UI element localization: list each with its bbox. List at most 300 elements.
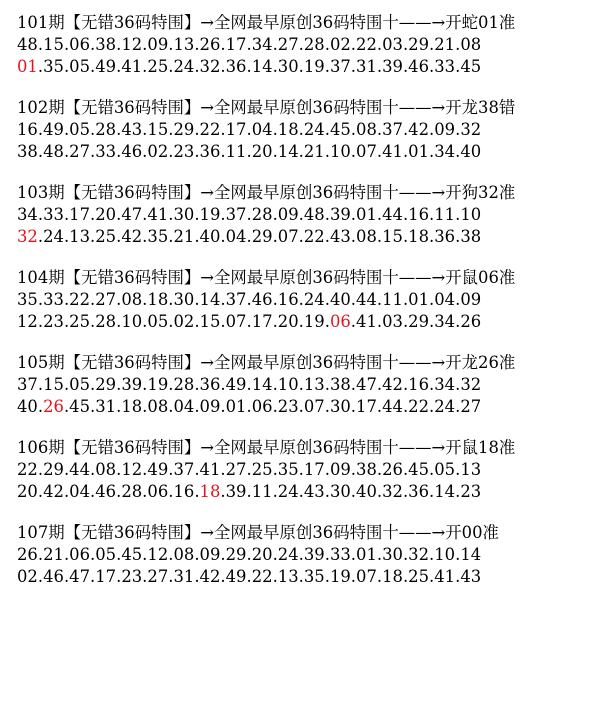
separator-dot: . bbox=[455, 567, 461, 586]
number-cell: 13 bbox=[460, 460, 482, 479]
number-cell: 39 bbox=[329, 205, 351, 224]
separator-dot: . bbox=[272, 57, 278, 76]
separator-dot: . bbox=[429, 375, 435, 394]
separator-dot: . bbox=[168, 120, 174, 139]
number-cell: 25 bbox=[95, 227, 117, 246]
number-cell: 47 bbox=[356, 375, 377, 394]
number-cell: 45 bbox=[329, 120, 351, 139]
number-cell: 21 bbox=[43, 545, 64, 564]
separator-dot: . bbox=[90, 567, 96, 586]
number-cell: 22 bbox=[199, 120, 221, 139]
separator-dot: . bbox=[272, 142, 278, 161]
separator-dot: . bbox=[402, 227, 409, 246]
number-cell: 29 bbox=[251, 227, 273, 246]
number-cell: 22 bbox=[69, 290, 91, 309]
separator-dot: . bbox=[90, 375, 96, 394]
separator-dot: . bbox=[37, 120, 44, 139]
number-cell: 29 bbox=[408, 35, 430, 54]
separator-dot: . bbox=[402, 545, 409, 564]
separator-dot: . bbox=[455, 120, 461, 139]
separator-dot: . bbox=[246, 375, 252, 394]
separator-dot: . bbox=[298, 545, 304, 564]
number-cell: 47 bbox=[121, 205, 143, 224]
number-cell: 15 bbox=[199, 312, 221, 331]
number-cell: 39 bbox=[382, 57, 403, 76]
period-header: 101期【无错36码特围】→全网最早原创36码特围十——→开蛇01准 bbox=[17, 13, 516, 32]
number-cell: 26 bbox=[382, 460, 403, 479]
separator-dot: . bbox=[220, 312, 226, 331]
separator-dot: . bbox=[455, 375, 461, 394]
number-cell: 27 bbox=[460, 397, 482, 416]
separator-dot: . bbox=[298, 567, 304, 586]
number-cell: 39 bbox=[121, 375, 143, 394]
period-header: 102期【无错36码特围】→全网最早原创36码特围十——→开龙38错 bbox=[17, 98, 516, 117]
number-cell: 24 bbox=[277, 545, 299, 564]
number-cell: 27 bbox=[69, 142, 91, 161]
separator-dot: . bbox=[168, 227, 174, 246]
number-cell: 07 bbox=[225, 312, 247, 331]
number-cell: 30 bbox=[173, 205, 195, 224]
number-cell: 35 bbox=[17, 290, 38, 309]
separator-dot: . bbox=[194, 375, 200, 394]
number-cell: 48 bbox=[17, 35, 38, 54]
number-cell: 25 bbox=[251, 460, 273, 479]
separator-dot: . bbox=[220, 120, 226, 139]
number-cell: 36 bbox=[408, 482, 430, 501]
number-cell: 34 bbox=[434, 142, 456, 161]
number-cell: 04 bbox=[251, 120, 273, 139]
number-cell: 35 bbox=[43, 57, 64, 76]
number-cell: 37 bbox=[17, 375, 38, 394]
number-cell: 46 bbox=[408, 57, 430, 76]
number-cell: 42 bbox=[199, 567, 221, 586]
number-cell: 13 bbox=[69, 227, 91, 246]
separator-dot: . bbox=[324, 142, 330, 161]
separator-dot: . bbox=[246, 460, 252, 479]
separator-dot: . bbox=[298, 120, 304, 139]
winning-number: 26 bbox=[43, 397, 64, 416]
separator-dot: . bbox=[116, 35, 122, 54]
separator-dot: . bbox=[376, 205, 383, 224]
separator-dot: . bbox=[37, 375, 44, 394]
number-cell: 20 bbox=[17, 482, 38, 501]
separator-dot: . bbox=[429, 142, 435, 161]
separator-dot: . bbox=[298, 312, 304, 331]
separator-dot: . bbox=[455, 482, 461, 501]
number-cell: 15 bbox=[382, 227, 403, 246]
number-cell: 30 bbox=[173, 290, 195, 309]
number-cell: 28 bbox=[95, 312, 117, 331]
number-cell: 18 bbox=[121, 397, 143, 416]
separator-dot: . bbox=[116, 205, 122, 224]
number-cell: 15 bbox=[43, 375, 64, 394]
number-cell: 22 bbox=[408, 397, 430, 416]
separator-dot: . bbox=[90, 227, 96, 246]
number-cell: 46 bbox=[251, 290, 273, 309]
separator-dot: . bbox=[324, 460, 330, 479]
separator-dot: . bbox=[63, 35, 70, 54]
period-block bbox=[17, 522, 592, 607]
number-cell: 21 bbox=[173, 227, 195, 246]
number-row bbox=[17, 204, 592, 226]
number-cell: 13 bbox=[277, 567, 299, 586]
separator-dot: . bbox=[220, 290, 226, 309]
number-cell: 26 bbox=[460, 312, 482, 331]
number-cell: 28 bbox=[251, 205, 273, 224]
number-cell: 27 bbox=[225, 460, 247, 479]
separator-dot: . bbox=[429, 397, 435, 416]
number-cell: 42 bbox=[43, 482, 64, 501]
separator-dot: . bbox=[168, 57, 174, 76]
separator-dot: . bbox=[116, 142, 122, 161]
number-cell: 45 bbox=[121, 545, 143, 564]
separator-dot: . bbox=[168, 205, 174, 224]
separator-dot: . bbox=[168, 290, 174, 309]
separator-dot: . bbox=[429, 227, 435, 246]
number-cell: 46 bbox=[43, 567, 64, 586]
separator-dot: . bbox=[376, 312, 383, 331]
number-cell: 01 bbox=[356, 545, 377, 564]
number-cell: 30 bbox=[329, 397, 351, 416]
number-cell: 12 bbox=[147, 545, 169, 564]
period-block bbox=[17, 267, 592, 352]
separator-dot: . bbox=[142, 312, 148, 331]
number-cell: 44 bbox=[382, 205, 403, 224]
number-cell: 27 bbox=[95, 290, 117, 309]
separator-dot: . bbox=[402, 312, 409, 331]
number-cell: 33 bbox=[95, 142, 117, 161]
number-cell: 08 bbox=[173, 545, 195, 564]
number-cell: 33 bbox=[43, 205, 64, 224]
separator-dot: . bbox=[220, 460, 226, 479]
number-cell: 02 bbox=[329, 35, 351, 54]
separator-dot: . bbox=[272, 482, 278, 501]
number-cell: 33 bbox=[43, 290, 64, 309]
number-cell: 18 bbox=[408, 227, 430, 246]
separator-dot: . bbox=[324, 35, 330, 54]
number-cell: 43 bbox=[460, 567, 482, 586]
number-cell: 31 bbox=[173, 567, 195, 586]
separator-dot: . bbox=[63, 57, 70, 76]
number-cell: 41 bbox=[147, 205, 169, 224]
period-block bbox=[17, 437, 592, 522]
number-cell: 07 bbox=[277, 227, 299, 246]
separator-dot: . bbox=[246, 312, 252, 331]
separator-dot: . bbox=[142, 142, 148, 161]
separator-dot: . bbox=[220, 545, 226, 564]
separator-dot: . bbox=[324, 57, 330, 76]
separator-dot: . bbox=[246, 567, 252, 586]
number-cell: 09 bbox=[147, 35, 169, 54]
number-cell: 08 bbox=[356, 227, 377, 246]
separator-dot: . bbox=[220, 35, 226, 54]
number-row bbox=[17, 289, 592, 311]
number-cell: 35 bbox=[303, 567, 325, 586]
number-cell: 20 bbox=[277, 312, 299, 331]
separator-dot: . bbox=[63, 227, 70, 246]
separator-dot: . bbox=[298, 290, 304, 309]
separator-dot: . bbox=[246, 205, 252, 224]
prediction-list bbox=[17, 12, 592, 607]
number-cell: 14 bbox=[434, 482, 456, 501]
number-cell: 06 bbox=[251, 397, 273, 416]
number-cell: 22 bbox=[303, 227, 325, 246]
separator-dot: . bbox=[324, 375, 330, 394]
number-cell: 29 bbox=[173, 120, 195, 139]
separator-dot: . bbox=[350, 567, 357, 586]
number-cell: 33 bbox=[434, 57, 456, 76]
number-cell: 08 bbox=[121, 290, 143, 309]
number-cell: 34 bbox=[17, 205, 38, 224]
number-cell: 04 bbox=[225, 227, 247, 246]
separator-dot: . bbox=[63, 460, 70, 479]
number-cell: 30 bbox=[382, 545, 403, 564]
number-cell: 46 bbox=[121, 142, 143, 161]
number-cell: 43 bbox=[303, 482, 325, 501]
number-cell: 16 bbox=[173, 482, 195, 501]
separator-dot: . bbox=[194, 120, 200, 139]
number-row bbox=[17, 226, 592, 248]
number-cell: 09 bbox=[199, 545, 221, 564]
separator-dot: . bbox=[246, 57, 252, 76]
separator-dot: . bbox=[63, 482, 70, 501]
number-cell: 42 bbox=[408, 120, 430, 139]
separator-dot: . bbox=[37, 545, 44, 564]
separator-dot: . bbox=[455, 205, 461, 224]
number-cell: 45 bbox=[408, 460, 430, 479]
number-cell: 24 bbox=[277, 482, 299, 501]
separator-dot: . bbox=[194, 482, 200, 501]
period-header: 105期【无错36码特围】→全网最早原创36码特围十——→开龙26准 bbox=[17, 353, 516, 372]
separator-dot: . bbox=[220, 142, 226, 161]
number-cell: 08 bbox=[356, 120, 377, 139]
separator-dot: . bbox=[324, 545, 330, 564]
separator-dot: . bbox=[90, 142, 96, 161]
number-cell: 19 bbox=[329, 567, 351, 586]
separator-dot: . bbox=[116, 57, 122, 76]
separator-dot: . bbox=[429, 290, 435, 309]
separator-dot: . bbox=[272, 375, 278, 394]
separator-dot: . bbox=[194, 142, 200, 161]
number-cell: 22 bbox=[251, 567, 273, 586]
number-cell: 40 bbox=[199, 227, 221, 246]
number-cell: 49 bbox=[43, 120, 64, 139]
number-cell: 40 bbox=[460, 142, 482, 161]
number-cell: 25 bbox=[147, 57, 169, 76]
number-cell: 15 bbox=[43, 35, 64, 54]
separator-dot: . bbox=[37, 482, 44, 501]
separator-dot: . bbox=[455, 397, 461, 416]
separator-dot: . bbox=[402, 290, 409, 309]
separator-dot: . bbox=[272, 460, 278, 479]
separator-dot: . bbox=[142, 460, 148, 479]
number-cell: 04 bbox=[69, 482, 91, 501]
separator-dot: . bbox=[350, 312, 357, 331]
number-cell: 39 bbox=[225, 482, 247, 501]
number-cell: 34 bbox=[434, 312, 456, 331]
separator-dot: . bbox=[402, 460, 409, 479]
separator-dot: . bbox=[90, 545, 96, 564]
separator-dot: . bbox=[220, 482, 226, 501]
separator-dot: . bbox=[90, 460, 96, 479]
period-block bbox=[17, 182, 592, 267]
separator-dot: . bbox=[376, 35, 383, 54]
separator-dot: . bbox=[376, 57, 383, 76]
separator-dot: . bbox=[168, 312, 174, 331]
number-cell: 12 bbox=[121, 35, 143, 54]
separator-dot: . bbox=[63, 142, 70, 161]
separator-dot: . bbox=[272, 397, 278, 416]
separator-dot: . bbox=[90, 482, 96, 501]
number-cell: 10 bbox=[329, 142, 351, 161]
number-row bbox=[17, 374, 592, 396]
separator-dot: . bbox=[376, 227, 383, 246]
number-cell: 32 bbox=[460, 120, 482, 139]
number-cell: 02 bbox=[173, 312, 195, 331]
separator-dot: . bbox=[272, 120, 278, 139]
number-cell: 49 bbox=[95, 57, 117, 76]
number-cell: 11 bbox=[225, 142, 247, 161]
separator-dot: . bbox=[116, 567, 122, 586]
number-cell: 41 bbox=[434, 567, 456, 586]
winning-number: 32 bbox=[17, 227, 38, 246]
period-header: 104期【无错36码特围】→全网最早原创36码特围十——→开鼠06准 bbox=[17, 268, 516, 287]
separator-dot: . bbox=[194, 545, 200, 564]
number-cell: 05 bbox=[69, 120, 91, 139]
separator-dot: . bbox=[455, 460, 461, 479]
number-cell: 06 bbox=[147, 482, 169, 501]
separator-dot: . bbox=[429, 205, 435, 224]
number-cell: 40 bbox=[356, 482, 377, 501]
number-cell: 27 bbox=[147, 567, 169, 586]
number-cell: 41 bbox=[121, 57, 143, 76]
separator-dot: . bbox=[402, 120, 409, 139]
number-cell: 49 bbox=[225, 567, 247, 586]
number-cell: 08 bbox=[460, 35, 482, 54]
separator-dot: . bbox=[376, 397, 383, 416]
separator-dot: . bbox=[272, 567, 278, 586]
number-cell: 03 bbox=[382, 35, 403, 54]
number-cell: 40 bbox=[329, 290, 351, 309]
number-cell: 44 bbox=[356, 290, 377, 309]
number-cell: 37 bbox=[329, 57, 351, 76]
separator-dot: . bbox=[350, 375, 357, 394]
separator-dot: . bbox=[272, 290, 278, 309]
number-cell: 24 bbox=[43, 227, 64, 246]
number-cell: 41 bbox=[199, 460, 221, 479]
separator-dot: . bbox=[455, 290, 461, 309]
number-cell: 10 bbox=[434, 545, 456, 564]
number-cell: 23 bbox=[277, 397, 299, 416]
number-cell: 07 bbox=[356, 142, 377, 161]
separator-dot: . bbox=[272, 35, 278, 54]
number-cell: 06 bbox=[69, 35, 91, 54]
number-cell: 23 bbox=[173, 142, 195, 161]
number-cell: 25 bbox=[408, 567, 430, 586]
separator-dot: . bbox=[220, 227, 226, 246]
separator-dot: . bbox=[194, 35, 200, 54]
separator-dot: . bbox=[324, 482, 330, 501]
separator-dot: . bbox=[63, 375, 70, 394]
separator-dot: . bbox=[168, 567, 174, 586]
separator-dot: . bbox=[402, 35, 409, 54]
separator-dot: . bbox=[220, 375, 226, 394]
number-cell: 29 bbox=[95, 375, 117, 394]
separator-dot: . bbox=[142, 375, 148, 394]
separator-dot: . bbox=[272, 312, 278, 331]
number-cell: 12 bbox=[121, 460, 143, 479]
separator-dot: . bbox=[37, 35, 44, 54]
separator-dot: . bbox=[116, 227, 122, 246]
number-cell: 34 bbox=[251, 35, 273, 54]
number-cell: 37 bbox=[173, 460, 195, 479]
number-cell: 26 bbox=[199, 35, 221, 54]
number-cell: 49 bbox=[147, 460, 169, 479]
number-cell: 48 bbox=[43, 142, 64, 161]
number-cell: 06 bbox=[69, 545, 91, 564]
number-cell: 04 bbox=[434, 290, 456, 309]
number-cell: 01 bbox=[356, 205, 377, 224]
number-cell: 20 bbox=[251, 142, 273, 161]
separator-dot: . bbox=[194, 290, 200, 309]
number-cell: 19 bbox=[147, 375, 169, 394]
number-cell: 24 bbox=[303, 120, 325, 139]
number-cell: 19 bbox=[303, 57, 325, 76]
winning-number: 06 bbox=[329, 312, 351, 331]
separator-dot: . bbox=[116, 120, 122, 139]
number-cell: 11 bbox=[382, 290, 403, 309]
number-row bbox=[17, 396, 592, 418]
separator-dot: . bbox=[455, 545, 461, 564]
separator-dot: . bbox=[298, 397, 304, 416]
number-cell: 17 bbox=[95, 567, 117, 586]
separator-dot: . bbox=[429, 35, 435, 54]
number-cell: 23 bbox=[43, 312, 64, 331]
winning-number: 18 bbox=[199, 482, 221, 501]
number-cell: 05 bbox=[69, 57, 91, 76]
number-cell: 26 bbox=[17, 545, 38, 564]
number-cell: 45 bbox=[460, 57, 482, 76]
separator-dot: . bbox=[116, 482, 122, 501]
separator-dot: . bbox=[220, 57, 226, 76]
separator-dot: . bbox=[37, 460, 44, 479]
number-cell: 36 bbox=[434, 227, 456, 246]
separator-dot: . bbox=[350, 227, 357, 246]
number-row bbox=[17, 34, 592, 56]
number-cell: 17 bbox=[251, 312, 273, 331]
number-cell: 09 bbox=[434, 120, 456, 139]
number-cell: 16 bbox=[17, 120, 38, 139]
number-cell: 29 bbox=[225, 545, 247, 564]
separator-dot: . bbox=[116, 460, 122, 479]
number-cell: 09 bbox=[460, 290, 482, 309]
number-cell: 32 bbox=[382, 482, 403, 501]
separator-dot: . bbox=[194, 312, 200, 331]
number-cell: 14 bbox=[199, 290, 221, 309]
number-cell: 16 bbox=[408, 205, 430, 224]
number-cell: 32 bbox=[199, 57, 221, 76]
number-cell: 41 bbox=[356, 312, 377, 331]
number-cell: 19 bbox=[303, 312, 325, 331]
separator-dot: . bbox=[37, 567, 44, 586]
separator-dot: . bbox=[37, 142, 44, 161]
number-cell: 21 bbox=[303, 142, 325, 161]
separator-dot: . bbox=[429, 312, 435, 331]
separator-dot: . bbox=[324, 312, 330, 331]
number-cell: 11 bbox=[434, 205, 456, 224]
number-cell: 24 bbox=[303, 290, 325, 309]
separator-dot: . bbox=[90, 35, 96, 54]
